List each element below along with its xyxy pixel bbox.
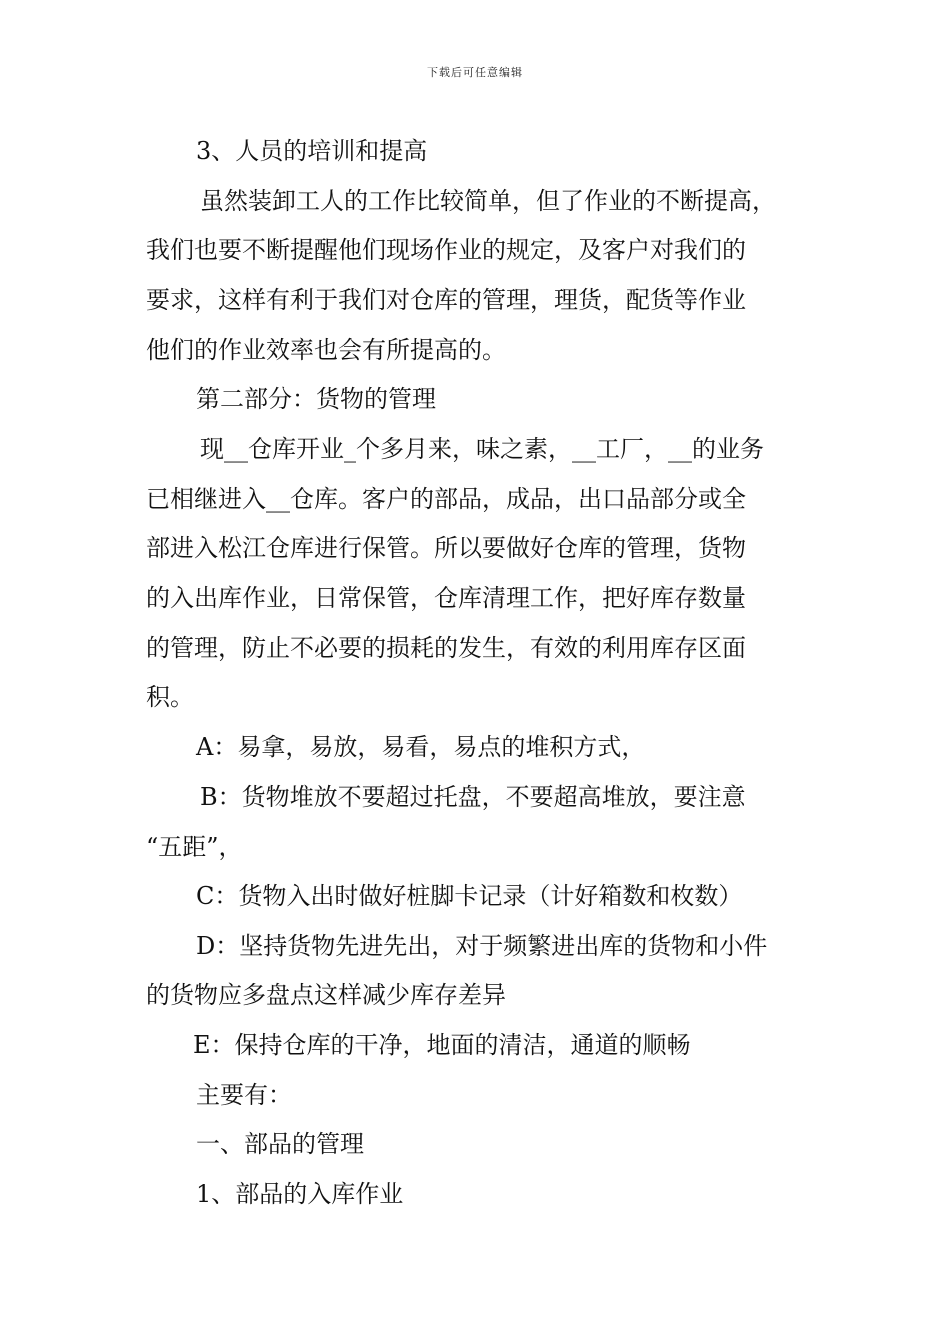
list-item-e: E：保持仓库的干净，地面的清洁，通道的顺畅 (193, 1031, 691, 1059)
paragraph-line: 他们的作业效率也会有所提高的。 (146, 336, 506, 364)
page-header-note: 下载后可任意编辑 (427, 66, 523, 79)
heading-part-two: 第二部分：货物的管理 (196, 385, 436, 413)
heading-staff-training: 3、人员的培训和提高 (196, 137, 428, 165)
list-item-a: A：易拿，易放，易看，易点的堆积方式， (196, 733, 646, 761)
paragraph-line: 要求，这样有利于我们对仓库的管理，理货，配货等作业 (146, 286, 746, 314)
paragraph-line: 已相继进入__仓库。客户的部品，成品，出口品部分或全 (146, 485, 746, 513)
list-item-b: B：货物堆放不要超过托盘，不要超高堆放，要注意 (200, 783, 746, 811)
section-heading-parts: 一、部品的管理 (196, 1130, 364, 1158)
main-items-label: 主要有： (196, 1081, 292, 1109)
paragraph-line: 积。 (146, 683, 194, 711)
paragraph-line: 的入出库作业，日常保管，仓库清理工作，把好库存数量 (146, 584, 746, 612)
paragraph-line: 部进入松江仓库进行保管。所以要做好仓库的管理，货物 (146, 534, 746, 562)
paragraph-line: 的管理，防止不必要的损耗的发生，有效的利用库存区面 (146, 634, 746, 662)
list-item-b-cont: “五距”， (146, 833, 243, 861)
list-item-c: C：货物入出时做好桩脚卡记录（计好箱数和枚数） (196, 882, 743, 910)
subsection-heading-inbound: 1、部品的入库作业 (196, 1180, 404, 1208)
paragraph-line: 现__仓库开业_个多月来，味之素，__工厂，__的业务 (200, 435, 764, 463)
list-item-d-cont: 的货物应多盘点这样减少库存差异 (146, 981, 506, 1009)
paragraph-line: 我们也要不断提醒他们现场作业的规定，及客户对我们的 (146, 236, 746, 264)
list-item-d: D：坚持货物先进先出，对于频繁进出库的货物和小件 (196, 932, 768, 960)
paragraph-line: 虽然装卸工人的工作比较简单，但了作业的不断提高， (200, 187, 776, 215)
